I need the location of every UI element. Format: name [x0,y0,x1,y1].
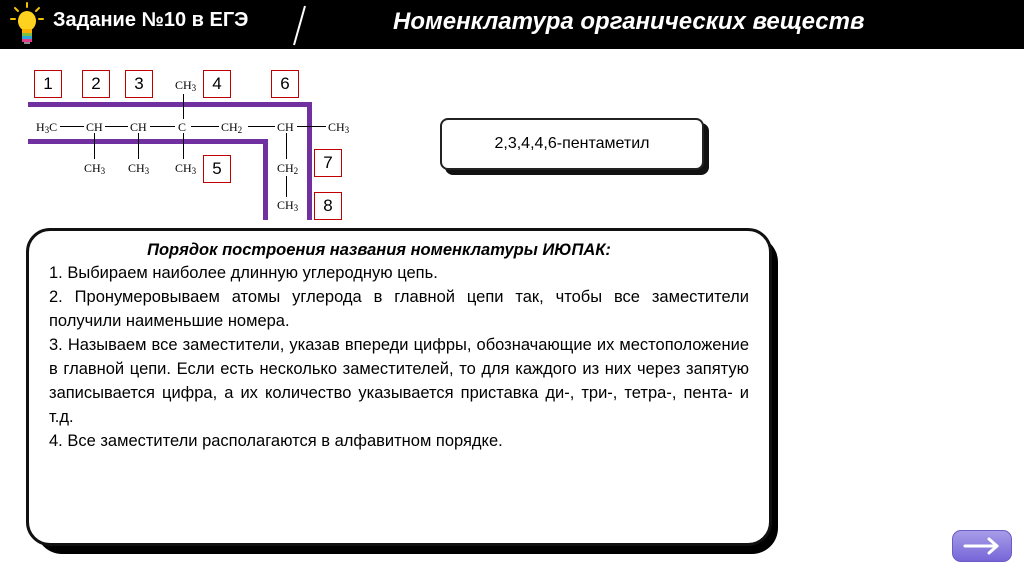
atom-ch-3: CH [130,120,147,134]
arrow-right-icon [963,537,1001,555]
bond [94,133,95,159]
bond [297,126,326,127]
header-bar [0,0,1024,49]
bond [286,176,287,197]
main-chain-line-lower [28,139,268,144]
substituent-answer-box [440,118,704,170]
page-title: Номенклатура органических веществ [393,8,865,35]
rule-item: 4. Все заместители располагаются в алфавитном порядке. [49,432,503,450]
rules-title: Порядок построения названия номенклатуры ИЮПАК: [147,241,611,259]
rule-item: 1. Выбираем наиболее длинную углеродную цепь. [49,264,438,282]
atom-ch3-end: $CH_3$ [328,120,350,135]
atom-ch3-sub-2: $CH_3$ [84,161,106,176]
task-title: Задание №10 в ЕГЭ [53,9,249,31]
carbon-number-5: 5 [203,155,231,183]
rules-panel [26,228,772,546]
atom-c-4: C [178,120,187,134]
carbon-number-2: 2 [82,70,110,98]
carbon-number-1: 1 [34,70,62,98]
main-chain-line-upper-vertical [307,102,312,220]
atom-h3c: $H_3C$ [36,120,58,135]
carbon-number-7: 7 [314,149,342,177]
next-slide-button[interactable] [952,530,1012,562]
substituent-answer-text: 2,3,4,4,6-пентаметил [494,135,650,152]
bond [150,126,175,127]
main-chain-line-upper [28,102,312,107]
carbon-number-8: 8 [314,192,342,220]
atom-ch3-sub-3: $CH_3$ [128,161,150,176]
carbon-number-4: 4 [203,70,231,98]
atom-ch-6: CH [277,120,294,134]
atom-ch2-7: $CH_2$ [277,161,299,176]
carbon-number-3: 3 [125,70,153,98]
bond [60,126,84,127]
main-chain-line-lower-vertical [263,139,268,220]
bond [248,126,275,127]
bond [183,133,184,159]
rule-item: 2. Пронумеровываем атомы углерода в главной цепи так, чтобы все заместители получили наименьшие номера. [49,288,749,330]
bond [105,126,128,127]
bond [191,126,219,127]
atom-ch-2: CH [86,120,103,134]
bond [286,133,287,159]
atom-ch2-5: $CH_2$ [221,120,243,135]
rule-item: 3. Называем все заместители, указав впереди цифры, обозначающие их местоположение в главной цепи. Если есть несколько заместителей, то для каждого из них через запятую записывается цифра, а их количество указывается приставка ди-, три-, тетра-, пента- и т.д. [49,336,749,426]
carbon-number-6: 6 [271,70,299,98]
bond [183,94,184,119]
atom-ch3-top: $CH_3$ [175,78,197,93]
atom-ch3-8: $CH_3$ [277,198,299,213]
bond [138,133,139,159]
atom-ch3-sub-4: $CH_3$ [175,161,197,176]
